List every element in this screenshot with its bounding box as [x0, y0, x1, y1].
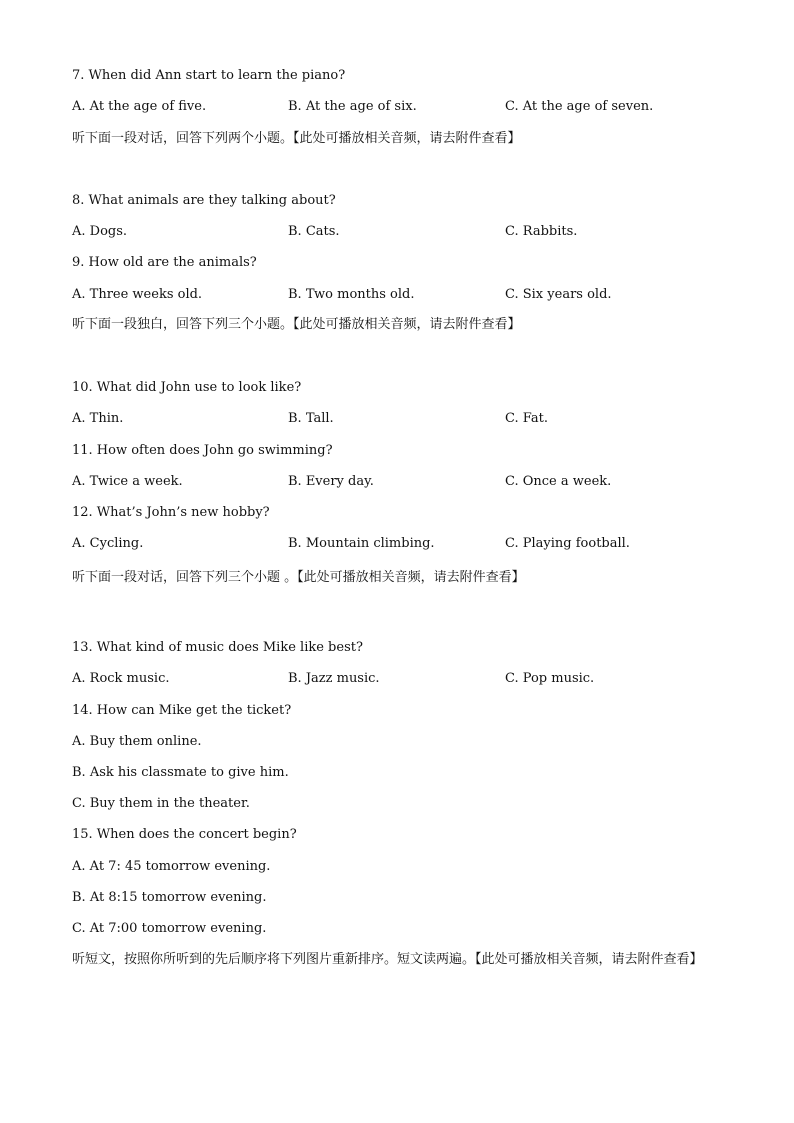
- question-15-option-c: C. At 7:00 tomorrow evening.: [72, 921, 267, 936]
- option-c: C. Pop music.: [505, 671, 595, 686]
- section-instruction-4: 听短文，按照你所听到的先后顺序将下列图片重新排序。短文读两遍。【此处可播放相关音频，请去附件查看】: [72, 952, 703, 967]
- option-c: C. At the age of seven.: [505, 99, 654, 114]
- question-10: 10. What did John use to look like?: [72, 380, 302, 395]
- question-14-option-c: C. Buy them in the theater.: [72, 796, 250, 811]
- option-a: A. Twice a week.: [72, 474, 183, 489]
- question-9: 9. How old are the animals?: [72, 255, 257, 270]
- option-b: B. Jazz music.: [288, 671, 380, 686]
- option-b: B. Tall.: [288, 411, 334, 426]
- question-12: 12. What’s John’s new hobby?: [72, 505, 270, 520]
- question-14-option-b: B. Ask his classmate to give him.: [72, 765, 289, 780]
- option-b: B. Mountain climbing.: [288, 536, 435, 551]
- question-8: 8. What animals are they talking about?: [72, 193, 336, 208]
- section-instruction-2: 听下面一段独白，回答下列三个小题。【此处可播放相关音频，请去附件查看】: [72, 317, 521, 332]
- option-a: A. Thin.: [72, 411, 124, 426]
- option-b: B. At the age of six.: [288, 99, 417, 114]
- option-b: B. Cats.: [288, 224, 340, 239]
- option-b: B. Two months old.: [288, 287, 415, 302]
- question-13: 13. What kind of music does Mike like best?: [72, 640, 363, 655]
- option-c: C. Rabbits.: [505, 224, 578, 239]
- section-instruction-1: 听下面一段对话，回答下列两个小题。【此处可播放相关音频，请去附件查看】: [72, 131, 521, 146]
- question-15-option-b: B. At 8:15 tomorrow evening.: [72, 890, 267, 905]
- option-a: A. Three weeks old.: [72, 287, 203, 302]
- option-a: A. Rock music.: [72, 671, 170, 686]
- option-c: C. Six years old.: [505, 287, 612, 302]
- question-14-option-a: A. Buy them online.: [72, 734, 202, 749]
- option-a: A. Cycling.: [72, 536, 144, 551]
- question-14: 14. How can Mike get the ticket?: [72, 703, 292, 718]
- option-c: C. Once a week.: [505, 474, 612, 489]
- question-11: 11. How often does John go swimming?: [72, 443, 333, 458]
- section-instruction-3: 听下面一段对话，回答下列三个小题 。【此处可播放相关音频，请去附件查看】: [72, 570, 525, 585]
- option-c: C. Fat.: [505, 411, 548, 426]
- option-c: C. Playing football.: [505, 536, 630, 551]
- question-7: 7. When did Ann start to learn the piano?: [72, 68, 346, 83]
- question-15-option-a: A. At 7: 45 tomorrow evening.: [72, 859, 271, 874]
- option-a: A. At the age of five.: [72, 99, 207, 114]
- question-15: 15. When does the concert begin?: [72, 827, 297, 842]
- option-b: B. Every day.: [288, 474, 374, 489]
- option-a: A. Dogs.: [72, 224, 128, 239]
